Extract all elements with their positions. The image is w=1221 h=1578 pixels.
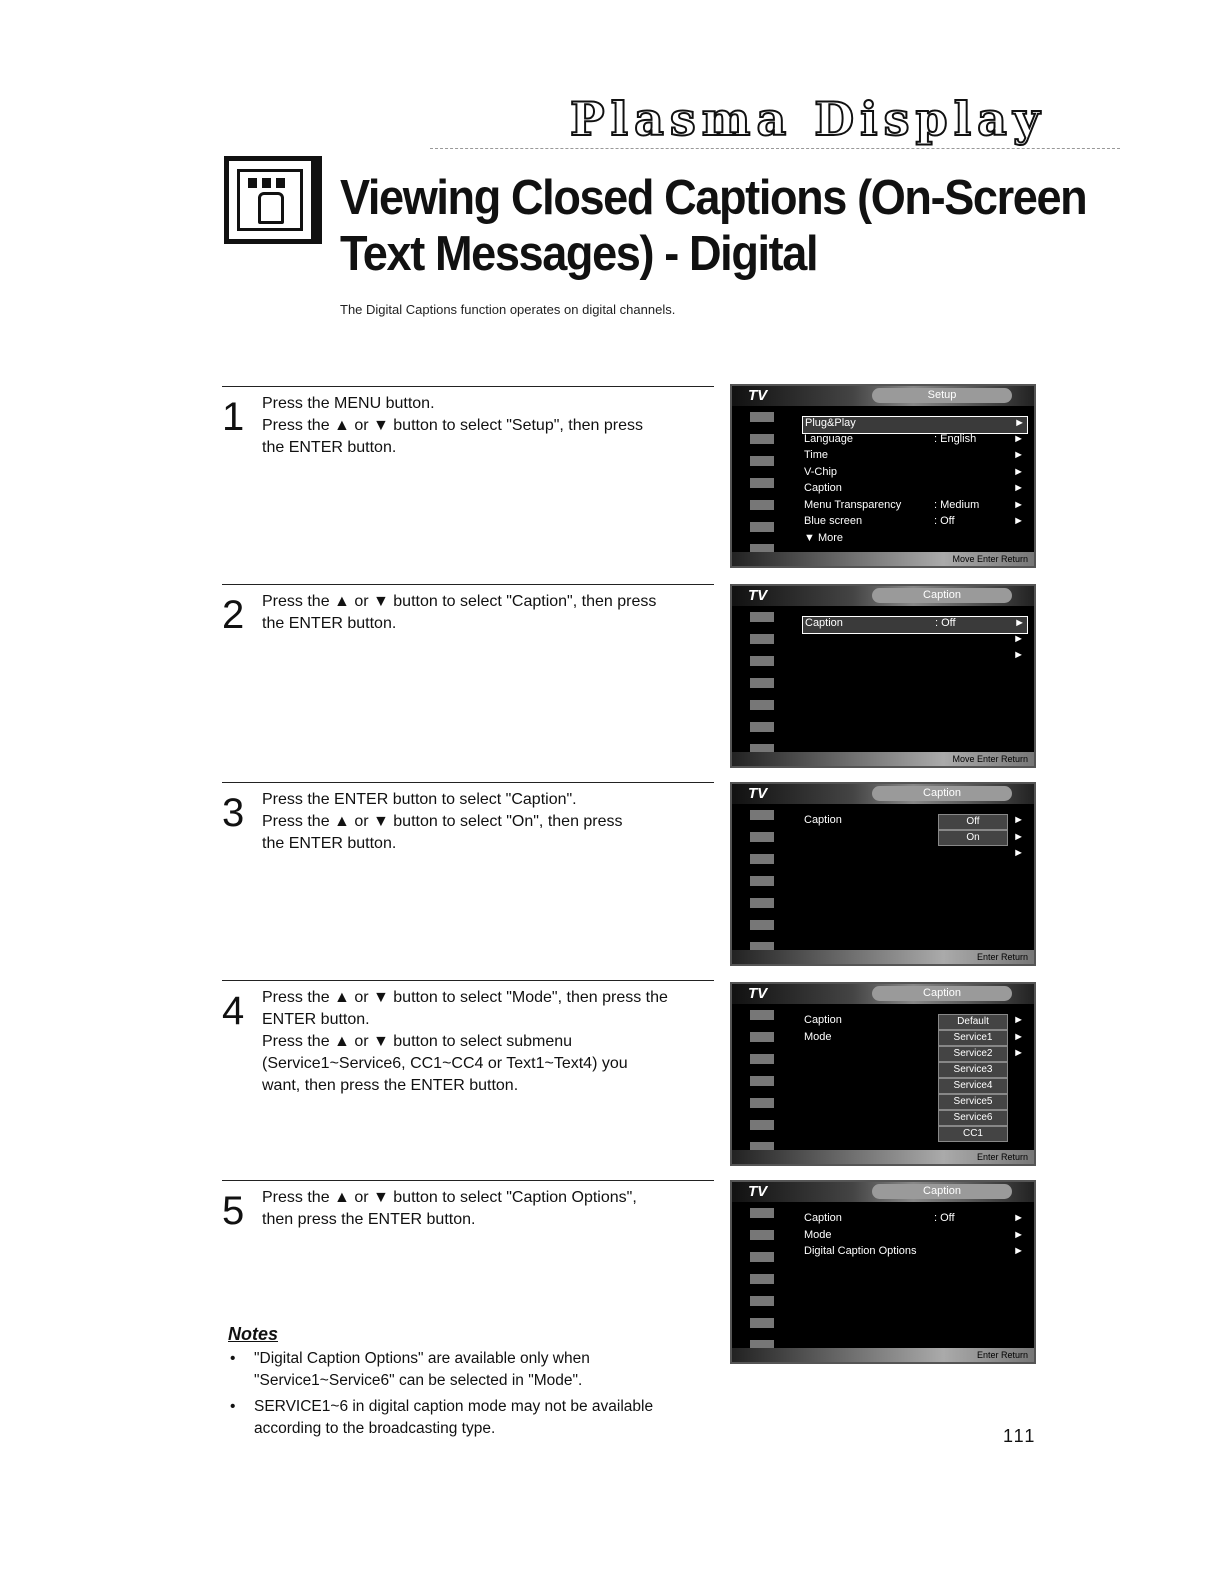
menu-row [802,499,1026,515]
menu-row [802,847,1026,863]
arrow-right-icon: ► [1013,1047,1024,1059]
note-item: • SERVICE1~6 in digital caption mode may not be available according to the broadcasting type. [228,1396,718,1440]
notes-list [228,1348,718,1444]
step-2 [222,584,714,765]
arrow-right-icon: ► [1013,1030,1024,1043]
arrow-right-icon: ► [1013,1245,1024,1257]
menu-name: Caption [872,786,1012,801]
menu-row [802,633,1026,649]
popup-option: Default [938,1014,1008,1030]
menu-row-value: : Off [935,617,956,629]
arrow-right-icon: ► [1013,1014,1024,1026]
step-line: the ENTER button. [262,615,397,632]
arrow-right-icon: ► [1014,617,1025,629]
page-subtitle: The Digital Captions function operates on digital channels. [340,302,676,317]
menu-row-label: Blue screen [804,515,863,527]
screen-footer: Enter Return [732,950,1034,964]
step-line: want, then press the ENTER button. [262,1077,519,1094]
tv-screen-3 [730,782,1036,966]
menu-row [802,532,1026,548]
menu-row-label: Caption [804,1212,842,1224]
step-number: 1 [222,395,245,439]
menu-side-icons [750,1010,774,1150]
menu-row-label: Time [804,449,829,461]
arrow-right-icon: ► [1013,830,1024,843]
tv-label: TV [748,387,768,404]
screen-title-bar [732,586,1034,606]
screen-title-bar [732,984,1034,1004]
step-line: Press the ▲ or ▼ button to select "Mode", then press the [262,989,668,1006]
step-line: ENTER button. [262,1011,370,1028]
arrow-right-icon: ► [1013,515,1024,527]
menu-name: Caption [872,1184,1012,1199]
tv-screen-1 [730,384,1036,568]
arrow-right-icon: ► [1013,498,1024,511]
step-text [262,393,712,459]
menu-row-label: Language [804,432,853,445]
title-bar-divider [316,156,322,244]
arrow-right-icon: ► [1013,847,1024,859]
popup-option: Service4 [938,1078,1008,1094]
menu-row-label: Digital Caption Options [804,1245,917,1257]
popup-option: Service3 [938,1062,1008,1078]
arrow-right-icon: ► [1013,432,1024,445]
menu-row-value: : Off [934,515,955,527]
step-line: Press the ▲ or ▼ button to select submenu [262,1033,573,1050]
menu-row-label: Plug&Play [805,417,856,429]
step-4 [222,980,714,1161]
menu-row-label: ▼ More [804,531,844,544]
arrow-right-icon: ► [1013,632,1024,645]
screen-footer: Enter Return [732,1348,1034,1362]
tv-label: TV [748,785,768,802]
menu-row [802,449,1026,465]
screen-title-bar [732,1182,1034,1202]
step-line: Press the ▲ or ▼ button to select "Caption Options", [262,1189,637,1206]
option-popup [938,814,1008,846]
note-item: • "Digital Caption Options" are available only when "Service1~Service6" can be selected in "Mode". [228,1348,718,1392]
popup-option: Service5 [938,1094,1008,1110]
menu-row-value: : Medium [934,498,980,511]
menu-row-label: Mode [804,1030,832,1043]
menu-side-icons [750,612,774,752]
page-title-line1: Viewing Closed Captions (On-Screen [340,171,1087,225]
tv-screen-5 [730,1180,1036,1364]
step-text [262,1187,712,1231]
menu-row [802,649,1026,665]
page-title [340,170,1086,282]
menu-row [802,466,1026,482]
menu-row [802,1212,1026,1228]
step-line: Press the ▲ or ▼ button to select "Setup", then press [262,417,643,434]
page-number: 111 [1003,1426,1037,1446]
tv-label: TV [748,985,768,1002]
popup-option: Off [938,814,1008,830]
arrow-right-icon: ► [1013,449,1024,461]
step-line: the ENTER button. [262,439,397,456]
notes-heading: Notes [228,1324,279,1344]
menu-row [802,433,1026,449]
step-line: the ENTER button. [262,835,397,852]
menu-side-icons [750,810,774,950]
menu-row-label: Caption [804,1014,842,1026]
step-line: Press the ENTER button to select "Caption". [262,791,577,808]
arrow-right-icon: ► [1013,1212,1024,1224]
step-number: 3 [222,791,245,835]
menu-row-value: : Off [934,1212,955,1224]
screen-footer: Move Enter Return [732,752,1034,766]
popup-option: Service2 [938,1046,1008,1062]
popup-option: On [938,830,1008,846]
menu-row-label: Caption [805,617,843,629]
step-5 [222,1180,714,1361]
step-text [262,591,712,635]
banner-rule [430,148,1120,151]
menu-row-label: V-Chip [804,465,838,478]
menu-side-icons [750,1208,774,1348]
step-line: then press the ENTER button. [262,1211,476,1228]
hand-menu-icon [224,156,316,244]
menu-row [802,416,1028,434]
arrow-right-icon: ► [1013,1228,1024,1241]
menu-name: Caption [872,986,1012,1001]
menu-side-icons [750,412,774,552]
step-number: 4 [222,989,245,1033]
menu-row [802,616,1028,634]
screen-footer: Enter Return [732,1150,1034,1164]
menu-row [802,1245,1026,1261]
popup-option: Service6 [938,1110,1008,1126]
step-line: (Service1~Service6, CC1~CC4 or Text1~Text4) you [262,1055,628,1072]
arrow-right-icon: ► [1013,649,1024,661]
menu-name: Caption [872,588,1012,603]
step-line: Press the ▲ or ▼ button to select "Caption", then press [262,593,657,610]
step-number: 5 [222,1189,245,1233]
step-text [262,789,712,855]
arrow-right-icon: ► [1013,814,1024,826]
screen-title-bar [732,784,1034,804]
menu-row [802,482,1026,498]
screen-title-bar [732,386,1034,406]
step-number: 2 [222,593,245,637]
arrow-right-icon: ► [1014,417,1025,429]
arrow-right-icon: ► [1013,465,1024,478]
menu-row-label: Caption [804,482,842,494]
page-title-line2: Text Messages) - Digital [340,227,818,281]
menu-row [802,515,1026,531]
step-line: Press the ▲ or ▼ button to select "On", then press [262,813,623,830]
tv-screen-2 [730,584,1036,768]
popup-option: CC1 [938,1126,1008,1142]
tv-label: TV [748,587,768,604]
menu-row-label: Menu Transparency [804,498,902,511]
step-1 [222,386,714,567]
step-line: Press the MENU button. [262,395,435,412]
screen-footer: Move Enter Return [732,552,1034,566]
menu-name: Setup [872,388,1012,403]
tv-label: TV [748,1183,768,1200]
popup-option: Service1 [938,1030,1008,1046]
step-3 [222,782,714,963]
step-text [262,987,712,1097]
menu-row-value: : English [934,432,977,445]
menu-row-label: Mode [804,1228,832,1241]
tv-screen-4 [730,982,1036,1166]
banner-title: Plasma Display [570,92,1046,146]
menu-row-label: Caption [804,814,842,826]
header-banner [430,88,1120,168]
menu-row [802,1229,1026,1245]
option-popup [938,1014,1008,1142]
arrow-right-icon: ► [1013,482,1024,494]
